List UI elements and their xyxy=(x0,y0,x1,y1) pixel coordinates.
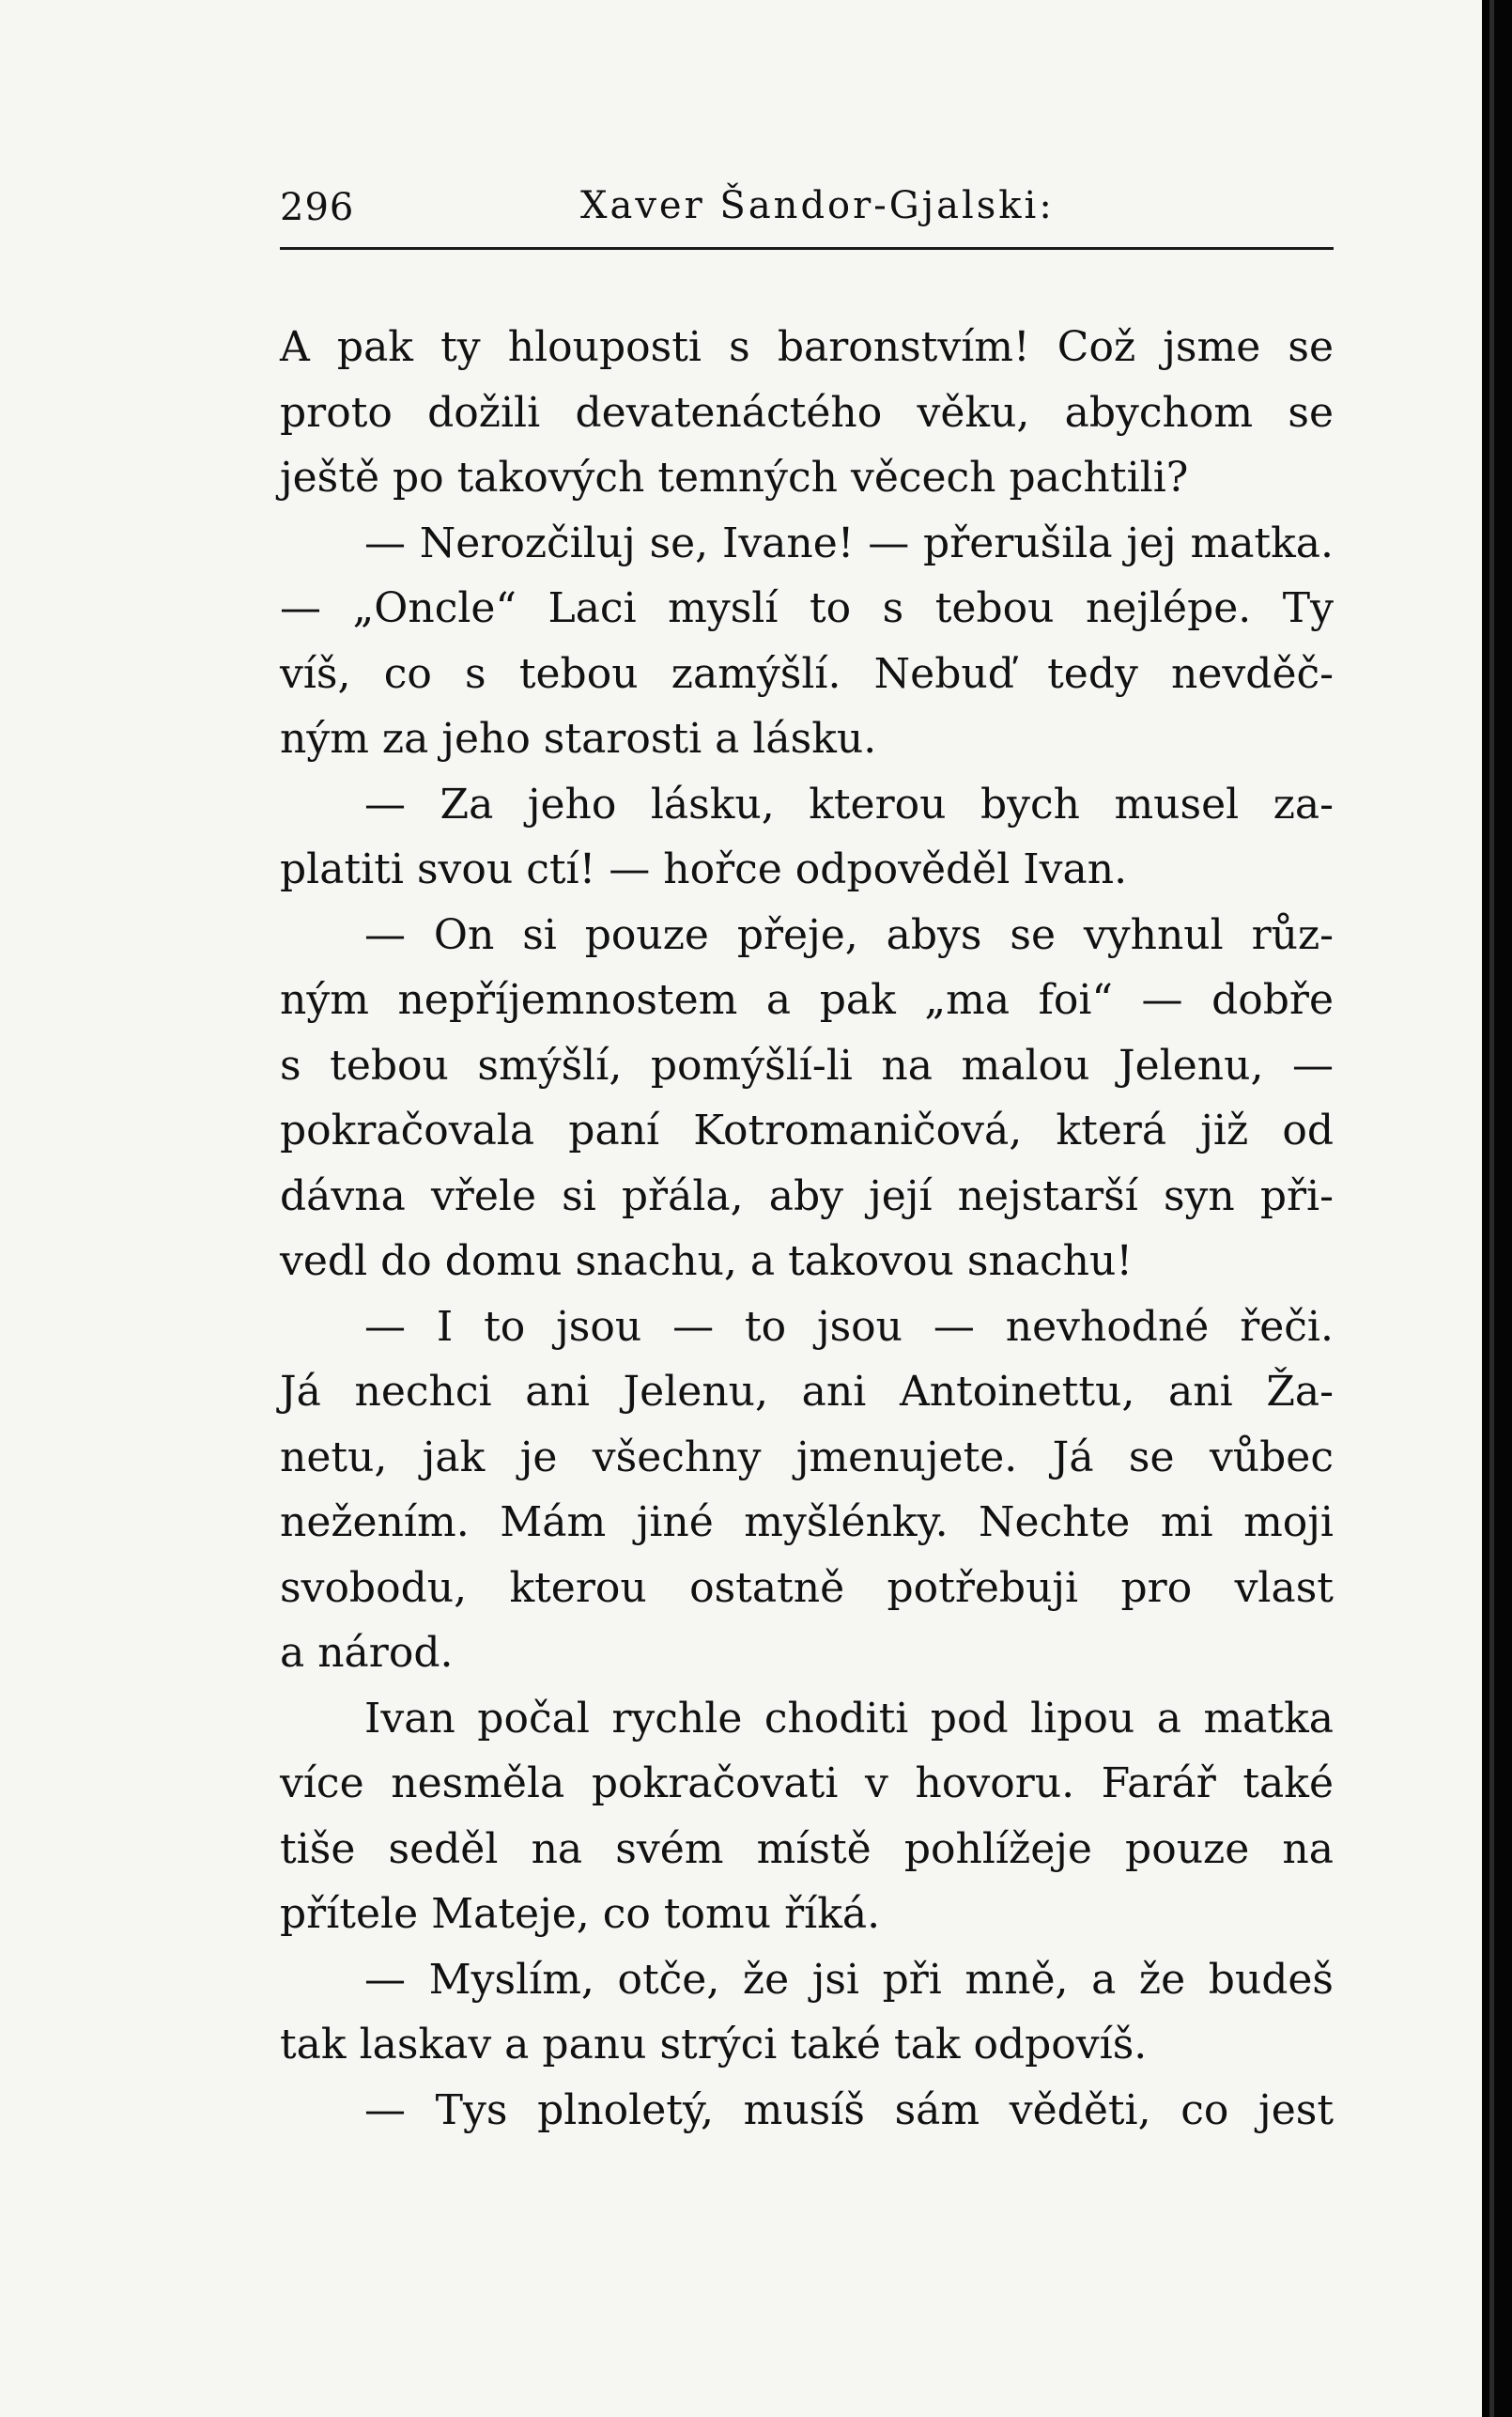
text-line: tiše seděl na svém místě pohlížeje pouze na xyxy=(280,1824,1334,1873)
body-text xyxy=(280,315,1334,2143)
text-line: proto dožili devatenáctého věku, abychom se xyxy=(280,388,1334,437)
text-line: Já nechci ani Jelenu, ani Antoinettu, ani Ža- xyxy=(280,1368,1334,1416)
text-line: s tebou smýšlí, pomýšlí-li na malou Jelenu, — xyxy=(280,1041,1334,1090)
text-line: — Tys plnoletý, musíš sám věděti, co jest xyxy=(364,2085,1334,2134)
text-line: A pak ty hlouposti s baronstvím! Což jsme se xyxy=(280,323,1334,371)
text-line: tak laskav a panu strýci také tak odpovíš. xyxy=(280,2021,1148,2068)
text-line: ným za jeho starosti a lásku. xyxy=(280,715,877,763)
text-line: — I to jsou — to jsou — nevhodné řeči. xyxy=(364,1302,1334,1351)
text-line: Ivan počal rychle choditi pod lipou a matka xyxy=(364,1694,1334,1743)
binding-line xyxy=(1489,0,1494,2417)
book-binding-edge xyxy=(1482,0,1512,2417)
page-number: 296 xyxy=(280,186,355,229)
text-line: ným nepříjemnostem a pak „ma foi“ — dobře xyxy=(280,976,1334,1024)
page-header xyxy=(280,178,1334,244)
text-line: platiti svou ctí! — hořce odpověděl Ivan. xyxy=(280,845,1128,893)
text-line: pokračovala paní Kotromaničová, která již od xyxy=(280,1107,1334,1154)
text-line: víš, co s tebou zamýšlí. Nebuď tedy nevděč- xyxy=(280,649,1334,698)
text-line: vedl do domu snachu, a takovou snachu! xyxy=(280,1237,1134,1285)
text-line: více nesměla pokračovati v hovoru. Farář také xyxy=(280,1759,1334,1807)
text-line: — Myslím, otče, že jsi při mně, a že budeš xyxy=(364,1955,1334,2004)
running-title: Xaver Šandor-Gjalski: xyxy=(580,184,1055,227)
text-line: netu, jak je všechny jmenujete. Já se vůbec xyxy=(280,1433,1334,1481)
header-rule xyxy=(280,247,1334,250)
text-line: ještě po takových temných věcech pachtili? xyxy=(280,454,1189,502)
text-line: — On si pouze přeje, abys se vyhnul růz- xyxy=(364,910,1334,959)
text-line: — Za jeho lásku, kterou bych musel za- xyxy=(364,780,1334,829)
text-line: — Nerozčiluj se, Ivane! — přerušila jej matka. xyxy=(364,519,1334,567)
text-line: nežením. Mám jiné myšlénky. Nechte mi moji xyxy=(280,1498,1334,1546)
text-line: — „Oncle“ Laci myslí to s tebou nejlépe. Ty xyxy=(280,584,1334,632)
text-line: svobodu, kterou ostatně potřebuji pro vlast xyxy=(280,1563,1334,1612)
text-line: dávna vřele si přála, aby její nejstarší syn při- xyxy=(280,1171,1334,1220)
text-line: přítele Mateje, co tomu říká. xyxy=(280,1890,881,1938)
text-line: a národ. xyxy=(280,1629,454,1677)
